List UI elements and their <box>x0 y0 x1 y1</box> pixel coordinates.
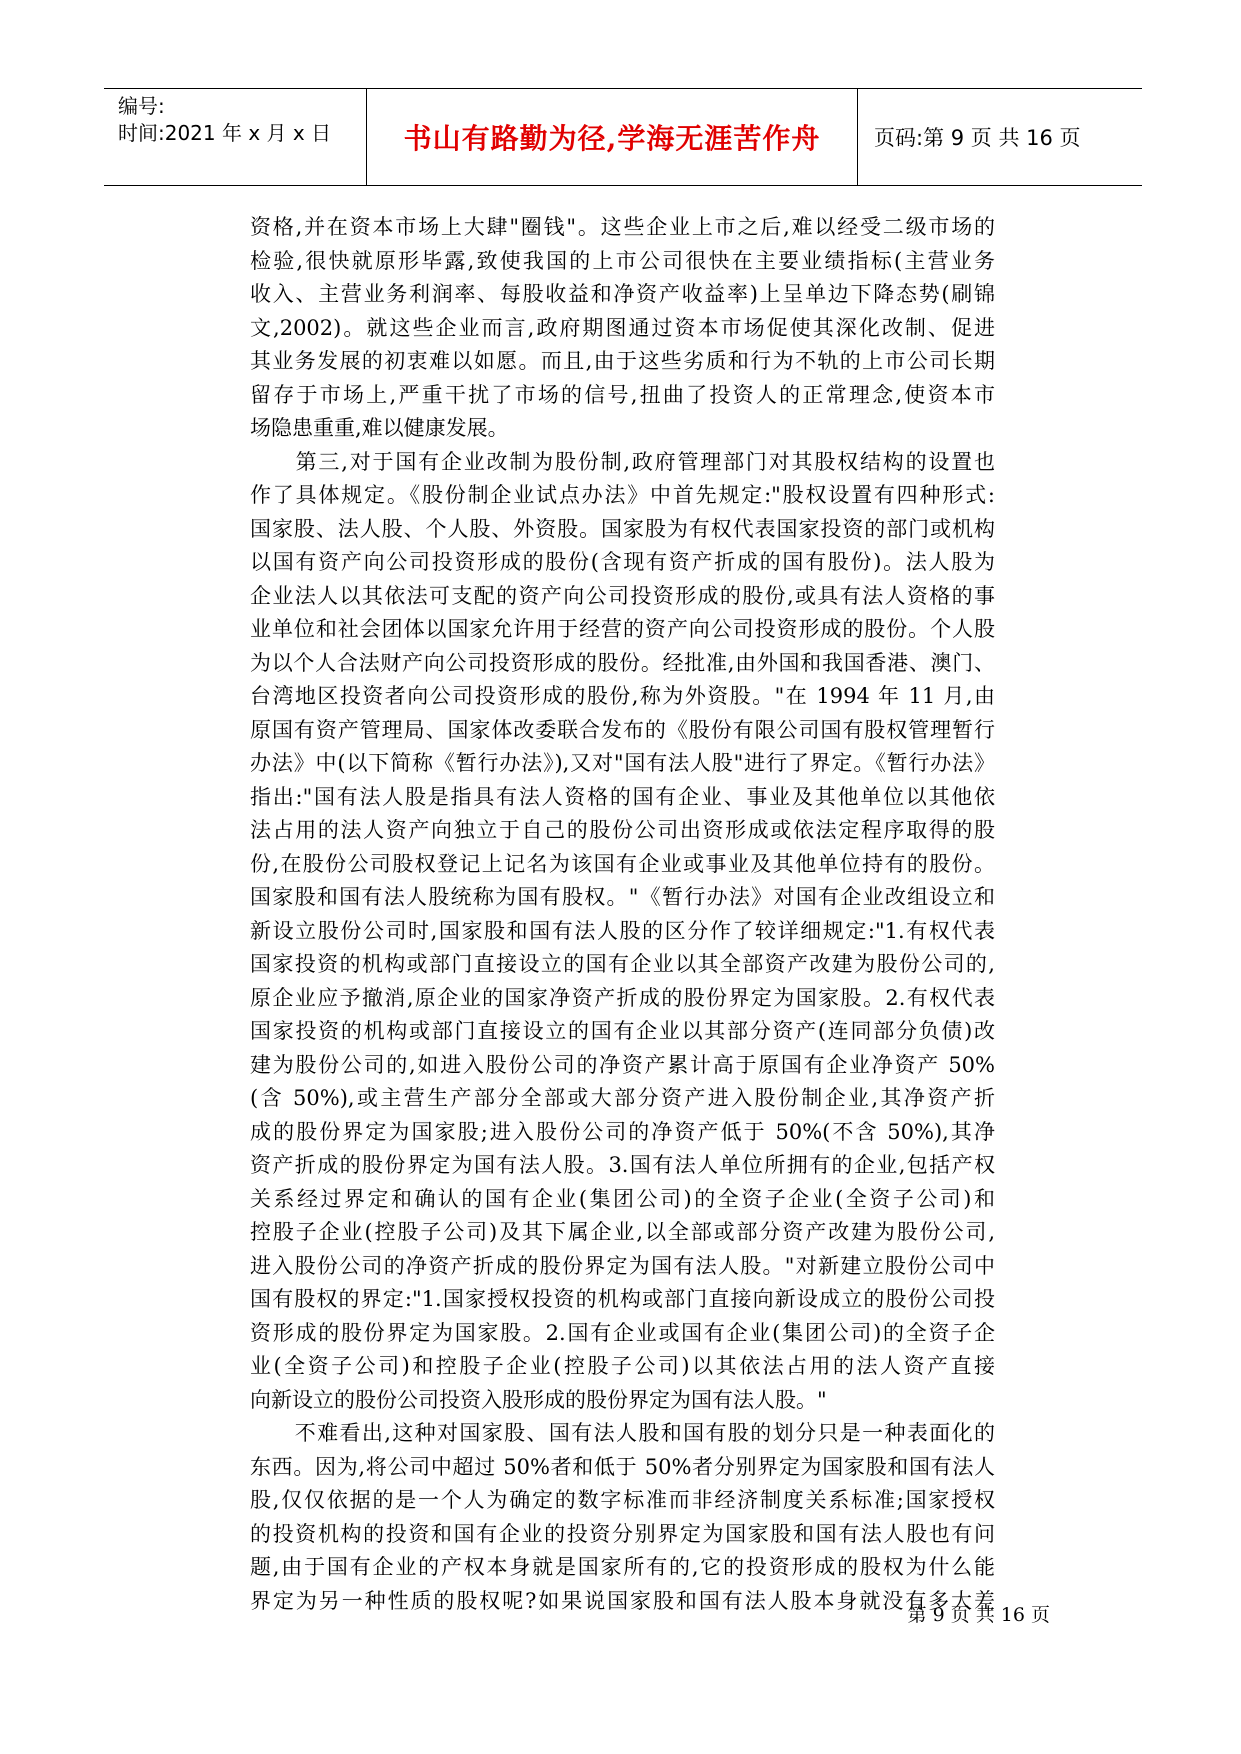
body-text-line: 新设立股份公司时,国家股和国有法人股的区分作了较详细规定:"1.有权代表 <box>250 918 995 943</box>
body-text-line: 资形成的股份界定为国家股。2.国有企业或国有企业(集团公司)的全资子企 <box>250 1320 995 1345</box>
body-text-line: 指出:"国有法人股是指具有法人资格的国有企业、事业及其他单位以其他依 <box>250 784 995 809</box>
body-text-line: 台湾地区投资者向公司投资形成的股份,称为外资股。"在 1994 年 11 月,由 <box>250 684 995 708</box>
body-text-line: 其业务发展的初衷难以如愿。而且,由于这些劣质和行为不轨的上市公司长期 <box>250 349 995 373</box>
body-text-line: 关系经过界定和确认的国有企业(集团公司)的全资子企业(全资子公司)和 <box>250 1186 995 1211</box>
body-text-line: 资产折成的股份界定为国有法人股。3.国有法人单位所拥有的企业,包括产权 <box>250 1153 995 1177</box>
page-footer: 第 9 页 共 16 页 <box>907 1604 1050 1626</box>
body-text-line: 业单位和社会团体以国家允许用于经营的资产向公司投资形成的股份。个人股 <box>250 617 995 641</box>
header-left-cell <box>104 89 367 185</box>
body-text-line: 资格,并在资本市场上大肆"圈钱"。这些企业上市之后,难以经受二级市场的 <box>250 215 995 239</box>
body-text-line: (含 50%),或主营生产部分全部或大部分资产进入股份制企业,其净资产折 <box>250 1086 995 1110</box>
body-text-line: 办法》中(以下简称《暂行办法》),又对"国有法人股"进行了界定。《暂行办法》 <box>250 751 995 775</box>
body-text-line: 题,由于国有企业的产权本身就是国家所有的,它的投资形成的股权为什么能 <box>250 1555 995 1579</box>
body-text-line: 原国有资产管理局、国家体改委联合发布的《股份有限公司国有股权管理暂行 <box>250 717 995 742</box>
body-text-line: 以国有资产向公司投资形成的股份(含现有资产折成的国有股份)。法人股为 <box>250 550 995 574</box>
body-text-line: 法占用的法人资产向独立于自己的股份公司出资形成或依法定程序取得的股 <box>250 818 995 842</box>
body-text-line: 国有股权的界定:"1.国家授权投资的机构或部门直接向新设成立的股份公司投 <box>250 1287 995 1311</box>
body-text-line: 作了具体规定。《股份制企业试点办法》中首先规定:"股权设置有四种形式: <box>250 483 995 507</box>
body-text-line: 场隐患重重,难以健康发展。 <box>250 416 509 440</box>
body-text-line: 业(全资子公司)和控股子企业(控股子公司)以其依法占用的法人资产直接 <box>250 1354 995 1378</box>
header-motto: 书山有路勤为径,学海无涯苦作舟 <box>403 122 821 155</box>
body-text-line: 东西。因为,将公司中超过 50%者和低于 50%者分别界定为国家股和国有法人 <box>250 1454 995 1479</box>
document-number-label: 编号: <box>118 94 165 118</box>
body-text-line: 为以个人合法财产向公司投资形成的股份。经批准,由外国和我国香港、澳门、 <box>250 650 995 675</box>
page-header <box>104 88 1142 186</box>
body-text-line: 建为股份公司的,如进入股份公司的净资产累计高于原国有企业净资产 50% <box>250 1052 995 1077</box>
body-text-line: 进入股份公司的净资产折成的股份界定为国有法人股。"对新建立股份公司中 <box>250 1253 995 1278</box>
body-text-line: 收入、主营业务利润率、每股收益和净资产收益率)上呈单边下降态势(刷锦 <box>250 282 995 306</box>
body-text-line: 国家投资的机构或部门直接设立的国有企业以其全部资产改建为股份公司的, <box>250 952 995 976</box>
body-text-line: 留存于市场上,严重干扰了市场的信号,扭曲了投资人的正常理念,使资本市 <box>250 382 995 407</box>
body-text-line: 控股子企业(控股子公司)及其下属企业,以全部或部分资产改建为股份公司, <box>250 1220 995 1244</box>
body-text-line: 国家股和国有法人股统称为国有股权。"《暂行办法》对国有企业改组设立和 <box>250 885 995 909</box>
body-text-line: 国家股、法人股、个人股、外资股。国家股为有权代表国家投资的部门或机构 <box>250 516 995 541</box>
body-text-line: 检验,很快就原形毕露,致使我国的上市公司很快在主要业绩指标(主营业务 <box>250 248 995 273</box>
body-text-line: 企业法人以其依法可支配的资产向公司投资形成的股份,或具有法人资格的事 <box>250 583 995 608</box>
body-text-line: 国家投资的机构或部门直接设立的国有企业以其部分资产(连同部分负债)改 <box>250 1019 995 1043</box>
document-time-label: 时间:2021 年 x 月 x 日 <box>118 121 332 145</box>
body-text-line: 成的股份界定为国家股;进入股份公司的净资产低于 50%(不含 50%),其净 <box>250 1119 995 1144</box>
body-text-line: 份,在股份公司股权登记上记名为该国有企业或事业及其他单位持有的股份。 <box>250 851 995 876</box>
body-text-line: 文,2002)。就这些企业而言,政府期图通过资本市场促使其深化改制、促进 <box>250 315 995 340</box>
body-text-line: 股,仅仅依据的是一个人为确定的数字标准而非经济制度关系标准;国家授权 <box>250 1488 995 1512</box>
body-text-line: 向新设立的股份公司投资入股形成的股份界定为国有法人股。" <box>250 1387 827 1412</box>
body-text-line: 界定为另一种性质的股权呢?如果说国家股和国有法人股本身就没有多大差 <box>250 1588 995 1613</box>
body-text-line: 不难看出,这种对国家股、国有法人股和国有股的划分只是一种表面化的 <box>250 1421 995 1445</box>
body-text-line: 的投资机构的投资和国有企业的投资分别界定为国家股和国有法人股也有问 <box>250 1521 995 1546</box>
header-page-cell <box>858 89 1142 185</box>
body-text-line: 原企业应予撤消,原企业的国家净资产折成的股份界定为国家股。2.有权代表 <box>250 985 995 1010</box>
header-motto-cell <box>367 89 858 185</box>
header-page-info: 页码:第 9 页 共 16 页 <box>874 126 1081 150</box>
document-body <box>250 211 995 1618</box>
body-text-line: 第三,对于国有企业改制为股份制,政府管理部门对其股权结构的设置也 <box>250 449 995 474</box>
